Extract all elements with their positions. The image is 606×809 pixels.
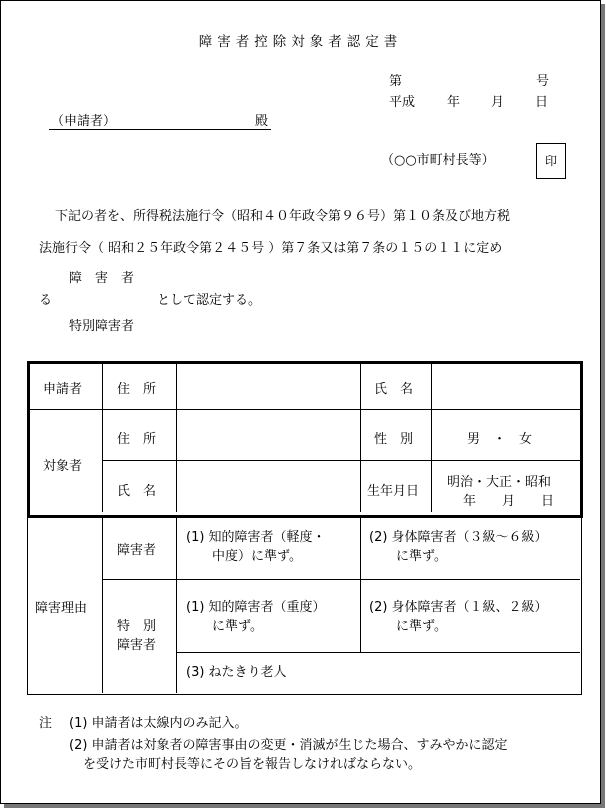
reason-intellectual-severe-1: (1) 知的障害者（重度） xyxy=(186,600,326,615)
birth-label: 生年月日 xyxy=(367,484,420,499)
col-divider xyxy=(431,364,432,512)
target-cell: 対象者 xyxy=(43,459,83,474)
birth-date: 年 月 日 xyxy=(463,494,555,509)
note-2-line-1: (2) 申請者は対象者の障害事由の変更・消滅が生じた場合、すみやかに認定 xyxy=(69,738,508,753)
row-divider xyxy=(102,460,580,461)
gender-value: 男 ・ 女 xyxy=(467,432,533,447)
date-month: 月 xyxy=(491,95,505,110)
body-line-1: 下記の者を、所得税法施行令（昭和４０年政令第９６号）第１０条及び地方税 xyxy=(55,209,511,224)
reason-intellectual-mild-2: 中度）に準ず。 xyxy=(212,549,302,564)
number-suffix: 号 xyxy=(536,74,550,89)
applicant-address-label: 住 所 xyxy=(117,382,157,397)
row-divider xyxy=(176,652,580,653)
honorific: 殿 xyxy=(255,114,269,129)
applicant-underline xyxy=(49,129,271,130)
body-line-2: 法施行令（ 昭和２５年政令第２４５号 ）第７条又は第７条の１５の１１に定め xyxy=(39,241,503,256)
number-label: 第 xyxy=(389,74,403,89)
note-2-line-2: を受けた市町村長等にその旨を報告しなければならない。 xyxy=(83,757,422,772)
document-title: 障害者控除対象者認定書 xyxy=(198,34,403,50)
option-special-disabled: 特別障害者 xyxy=(69,319,135,334)
date-year: 年 xyxy=(447,95,461,110)
target-address-label: 住 所 xyxy=(117,432,157,447)
reason-intellectual-mild-1: (1) 知的障害者（軽度・ xyxy=(186,530,326,545)
applicant-label: （申請者） xyxy=(51,114,117,129)
reason-physical-3-6-2: に準ず。 xyxy=(396,549,447,564)
col-divider xyxy=(176,364,177,512)
col-divider xyxy=(176,515,177,693)
date-era: 平成 xyxy=(389,95,416,110)
seal-box: 印 xyxy=(536,143,566,179)
category-special-line-1: 特 別 xyxy=(117,619,157,634)
notes-prefix: 注 xyxy=(39,716,53,731)
date-day: 日 xyxy=(535,95,549,110)
reason-label: 障害理由 xyxy=(35,601,88,616)
gender-label: 性 別 xyxy=(374,432,414,447)
applicant-name-label: 氏 名 xyxy=(374,382,414,397)
body-line-3-pre: る xyxy=(39,293,53,308)
birth-era: 明治・大正・昭和 xyxy=(447,475,552,490)
note-1: (1) 申請者は太線内のみ記入。 xyxy=(69,716,248,731)
category-disabled: 障害者 xyxy=(117,543,157,558)
target-name-label: 氏 名 xyxy=(117,484,157,499)
body-line-3-post: として認定する。 xyxy=(157,293,262,308)
category-special-line-2: 障害者 xyxy=(117,638,157,653)
reason-physical-1-2-1: (2) 身体障害者（１級、２級） xyxy=(369,600,548,615)
issuer: （○○市町村長等） xyxy=(381,153,495,168)
option-disabled: 障 害 者 xyxy=(69,271,135,286)
reason-physical-3-6-1: (2) 身体障害者（３級～６級） xyxy=(369,530,548,545)
col-divider xyxy=(360,515,361,652)
col-divider xyxy=(102,515,103,693)
row-divider xyxy=(30,409,580,410)
col-divider xyxy=(102,364,103,512)
reason-intellectual-severe-2: に準ず。 xyxy=(212,619,263,634)
col-divider xyxy=(360,364,361,512)
reason-physical-1-2-2: に準ず。 xyxy=(396,619,447,634)
reason-bedridden: (3) ねたきり老人 xyxy=(186,665,287,680)
applicant-cell: 申請者 xyxy=(43,382,83,397)
row-divider xyxy=(102,579,580,580)
